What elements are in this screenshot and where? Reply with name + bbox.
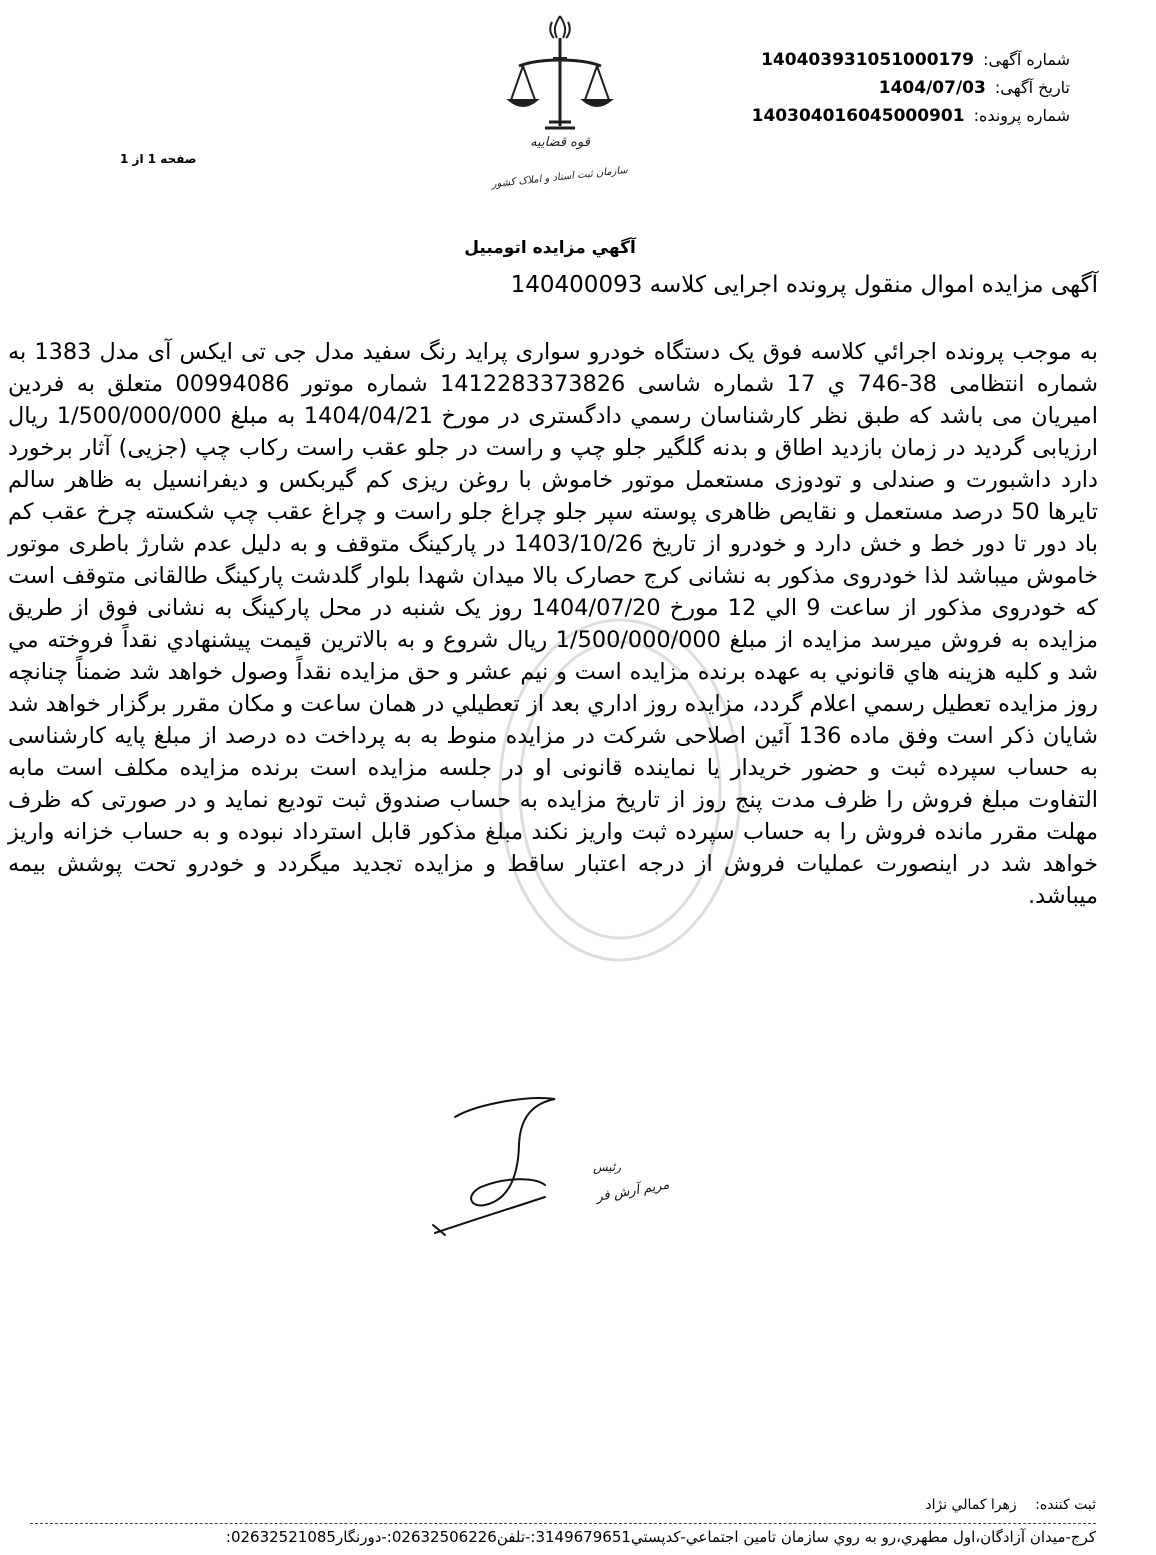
signature-line-1: رئیس [593,1160,622,1174]
document-subtitle: آگهی مزایده اموال منقول پرونده اجرایی کلاسه 140400093 [510,272,1098,298]
registrar [925,1497,1096,1513]
emblem-caption-1: قوه قضاییه [530,135,590,150]
notice-number: 140403931051000179 [761,50,975,70]
notice-meta [752,46,1070,130]
notice-number-row [752,46,1070,74]
signature-line-2: مریم آرش فر [595,1177,671,1205]
file-number-label: شماره پرونده: [973,106,1070,125]
footer-divider [30,1523,1096,1524]
notice-number-label: شماره آگهی: [983,50,1070,69]
registrar-label: ثبت کننده: [1035,1497,1096,1513]
notice-body: به موجب پرونده اجرائي كلاسه فوق یک دستگاه خودرو سواری پراید رنگ سفید مدل جی تی ایکس آی مدل 1383 به شماره انتظامی 38-746 ي 17 شماره شاسی 1412283373826 شماره موتور 00994086 متعلق به فردین امیریان می باشد که طبق نظر کارشناسان رسمي دادگستری در مورخ 1404/04/21 به مبلغ 1/500/000/000 ریال ارزیابی گردید در زمان بازدید اطاق و بدنه گلگیر جلو چپ و راست در جلو عقب راست رکاب چپ (جزیی) آثار برخورد دارد داشبورت و صندلی و تودوزی مستعمل موتور خاموش با روغن ریزی کم گیربکس و دیفرانسیل به ظاهر سالم تایرها 50 درصد مستعمل و نقایص ظاهری پوسته سپر جلو چراغ جلو راست و چراغ عقب چپ شکسته چرخ عقب کم باد دور تا دور خط و خش دارد و خودرو از تاریخ 1403/10/26 در پارکینگ متوقف و به دلیل عدم شارژ باطری موتور خاموش میباشد لذا خودروی مذکور به نشانی کرج حصارک بالا میدان شهدا بلوار گلدشت پارکینگ طالقانی متوقف است که خودروی مذکور از ساعت 9 الي 12 مورخ 1404/07/20 روز یک شنبه در محل پارکینگ به نشانی فوق از طریق مزایده به فروش میرسد مزایده از مبلغ 1/500/000/000 ریال شروع و به بالاترین قيمت پيشنهادي نقداً فروخته مي شد و كليه هزينه هاي قانوني به عهده برنده مزايده است و نيم عشر و حق مزايده نقداً وصول خواهد شد ضمناً چنانچه روز مزايده تعطيل رسمي اعلام گردد، مزايده روز اداري بعد از تعطيلي در همان ساعت و مكان مقرر برگزار خواهد شد شایان ذکر است وفق ماده 136 آئین اصلاحی شرکت در مزایده منوط به به پرداخت ده درصد از مبلغ پایه کارشناسی به حساب سپرده ثبت و حضور خریدار یا نماینده قانونی او در جلسه مزایده است برنده مزایده مکلف است مابه التفاوت مبلغ فروش را ظرف مدت پنج روز از تاریخ مزایده به حساب صندوق ثبت تودیع نماید و در صورتی که ظرف مهلت مقرر مانده فروش را به حساب سپرده ثبت واریز نکند مبلغ مذکور قابل استرداد نبوده و به حساب خزانه واریز خواهد شد در اینصورت عملیات فروش از درجه اعتبار ساقط و مزایده تجدید میگردد و خودرو تحت پوشش بیمه میباشد. [8,339,1099,909]
judiciary-emblem [491,8,629,198]
emblem-caption-2: سازمان ثبت اسناد و املاک کشور [491,164,629,191]
registrar-name: زهرا كمالي نژاد [925,1497,1017,1513]
footer-address: كرج-ميدان آزادگان،اول مطهري،رو به روي سازمان تامين اجتماعي-كدپستي3149679651:-تلفن02632506226:-دورنگار02632521085: [225,1528,1096,1546]
notice-date: 1404/07/03 [878,78,986,98]
page-number: صفحه 1 از 1 [120,152,197,166]
file-number-row [752,102,1070,130]
signature [415,1085,671,1245]
document-title: آگهي مزايده اتومبيل [464,238,636,258]
notice-date-row [752,74,1070,102]
file-number: 140304016045000901 [751,106,965,126]
notice-date-label: تاریخ آگهی: [994,78,1070,97]
